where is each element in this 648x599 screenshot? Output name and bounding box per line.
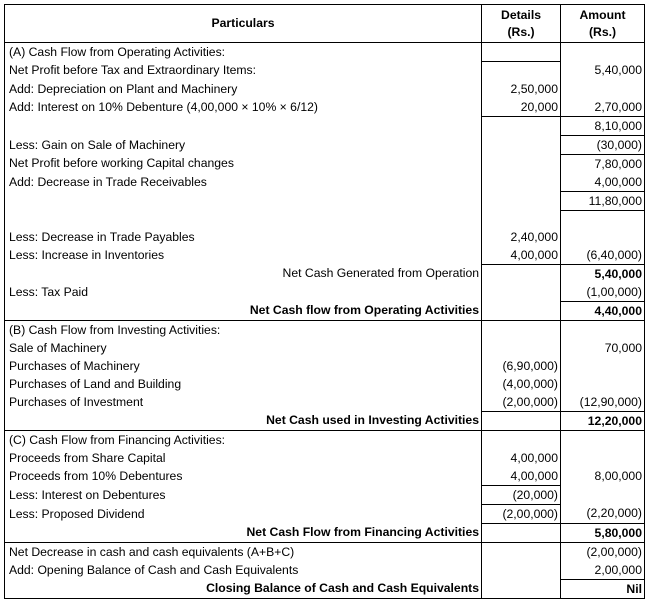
particulars-cell: Closing Balance of Cash and Cash Equivalents [5,580,482,599]
amount-cell: 12,20,000 [561,412,645,431]
table-row [5,246,645,265]
spacer-cell [482,211,561,229]
table-row [5,393,645,412]
details-cell [482,561,561,580]
particulars-cell: (A) Cash Flow from Operating Activities: [5,43,482,62]
particulars-cell: Purchases of Investment [5,393,482,412]
details-cell [482,117,561,136]
particulars-cell: Less: Tax Paid [5,283,482,302]
details-cell: 2,40,000 [482,228,561,246]
table-row [5,543,645,562]
details-cell [482,265,561,284]
header-amount-label: Amount [579,7,626,22]
particulars-cell [5,117,482,136]
amount-cell [561,486,645,505]
details-cell [482,431,561,450]
table-row [5,43,645,62]
amount-cell [561,228,645,246]
table-row [5,283,645,302]
table-row [5,375,645,393]
amount-cell: 4,00,000 [561,173,645,192]
table-row [5,80,645,98]
amount-cell [561,357,645,375]
amount-cell: 2,00,000 [561,561,645,580]
details-cell: (4,00,000) [482,375,561,393]
details-cell: (6,90,000) [482,357,561,375]
particulars-cell: Add: Depreciation on Plant and Machinery [5,80,482,98]
details-cell [482,62,561,81]
particulars-cell: Sale of Machinery [5,339,482,357]
table-header-row [5,5,645,43]
amount-cell: 4,40,000 [561,302,645,321]
particulars-cell: (C) Cash Flow from Financing Activities: [5,431,482,450]
amount-cell: 8,00,000 [561,467,645,486]
header-amount [561,5,645,43]
particulars-cell: Purchases of Machinery [5,357,482,375]
table-row [5,228,645,246]
amount-cell: 11,80,000 [561,192,645,211]
details-cell [482,155,561,174]
table-row [5,192,645,211]
amount-cell [561,321,645,340]
table-row [5,62,645,81]
details-cell: 20,000 [482,98,561,117]
details-cell [482,524,561,543]
amount-cell: (6,40,000) [561,246,645,265]
details-cell [482,283,561,302]
table-row [5,265,645,284]
table-row [5,211,645,229]
particulars-cell: Proceeds from Share Capital [5,449,482,467]
table-row [5,321,645,340]
spacer-cell [561,211,645,229]
header-particulars: Particulars [5,5,482,43]
particulars-cell: Proceeds from 10% Debentures [5,467,482,486]
particulars-cell: Net Cash Flow from Financing Activities [5,524,482,543]
details-cell: (2,00,000) [482,393,561,412]
amount-cell: 5,40,000 [561,62,645,81]
amount-cell: (1,00,000) [561,283,645,302]
header-details [482,5,561,43]
particulars-cell: Net Profit before Tax and Extraordinary Items: [5,62,482,81]
particulars-cell: Less: Interest on Debentures [5,486,482,505]
details-cell [482,192,561,211]
particulars-cell: Net Decrease in cash and cash equivalents (A+B+C) [5,543,482,562]
amount-cell: 5,80,000 [561,524,645,543]
particulars-cell: Add: Decrease in Trade Receivables [5,173,482,192]
details-cell: (2,00,000) [482,505,561,524]
details-cell [482,543,561,562]
header-details-label: Details [501,7,541,22]
amount-cell [561,431,645,450]
particulars-cell: Less: Increase in Inventories [5,246,482,265]
details-cell [482,339,561,357]
particulars-cell [5,192,482,211]
amount-cell: 8,10,000 [561,117,645,136]
details-cell [482,136,561,155]
amount-cell: (30,000) [561,136,645,155]
details-cell: 2,50,000 [482,80,561,98]
table-row [5,505,645,524]
table-row [5,467,645,486]
particulars-cell: Net Cash flow from Operating Activities [5,302,482,321]
table-row [5,302,645,321]
table-row [5,449,645,467]
particulars-cell: Add: Interest on 10% Debenture (4,00,000 × 10% × 6/12) [5,98,482,117]
details-cell [482,302,561,321]
amount-cell [561,449,645,467]
table-row [5,561,645,580]
amount-cell [561,80,645,98]
cash-flow-table [4,4,645,599]
amount-cell: 5,40,000 [561,265,645,284]
table-row [5,580,645,599]
particulars-cell: Add: Opening Balance of Cash and Cash Equivalents [5,561,482,580]
amount-cell: (2,00,000) [561,543,645,562]
amount-cell: (12,90,000) [561,393,645,412]
table-row [5,173,645,192]
amount-cell: (2,20,000) [561,505,645,524]
header-amount-unit: (Rs.) [588,24,617,39]
table-row [5,117,645,136]
cash-flow-statement [4,4,644,599]
header-details-unit: (Rs.) [507,24,535,39]
details-cell [482,412,561,431]
table-row [5,486,645,505]
particulars-cell: (B) Cash Flow from Investing Activities: [5,321,482,340]
amount-cell: 2,70,000 [561,98,645,117]
table-row [5,339,645,357]
particulars-cell: Net Cash Generated from Operation [5,265,482,284]
details-cell [482,43,561,62]
particulars-cell: Less: Decrease in Trade Payables [5,228,482,246]
details-cell [482,321,561,340]
details-cell: 4,00,000 [482,449,561,467]
table-row [5,155,645,174]
spacer-cell [5,211,482,229]
table-row [5,136,645,155]
details-cell [482,173,561,192]
amount-cell [561,43,645,62]
amount-cell: 70,000 [561,339,645,357]
amount-cell: Nil [561,580,645,599]
particulars-cell: Less: Gain on Sale of Machinery [5,136,482,155]
table-row [5,431,645,450]
particulars-cell: Net Profit before working Capital changes [5,155,482,174]
table-row [5,524,645,543]
amount-cell [561,375,645,393]
particulars-cell: Net Cash used in Investing Activities [5,412,482,431]
details-cell: 4,00,000 [482,467,561,486]
amount-cell: 7,80,000 [561,155,645,174]
details-cell [482,580,561,599]
details-cell: 4,00,000 [482,246,561,265]
particulars-cell: Less: Proposed Dividend [5,505,482,524]
table-row [5,98,645,117]
details-cell: (20,000) [482,486,561,505]
table-row [5,412,645,431]
table-row [5,357,645,375]
particulars-cell: Purchases of Land and Building [5,375,482,393]
